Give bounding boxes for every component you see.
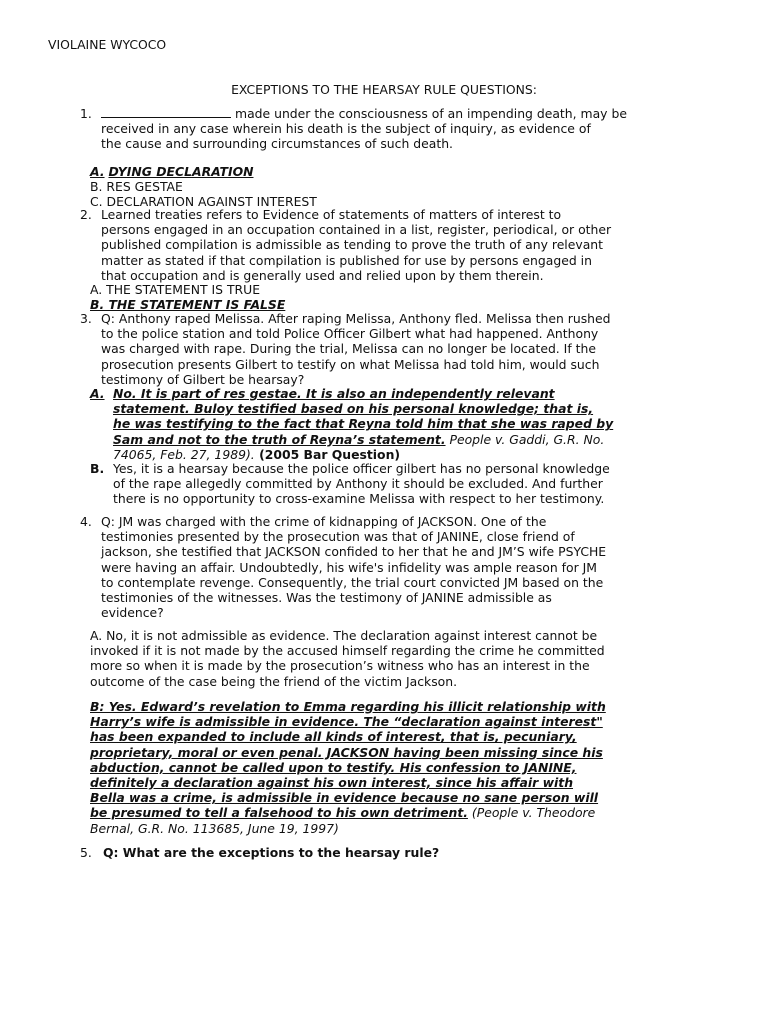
question-text: testimonies presented by the prosecution was that of JANINE, close friend of — [101, 529, 575, 545]
author-name: VIOLAINE WYCOCO — [48, 37, 167, 52]
question-text: was charged with rape. During the trial, Melissa can no longer be located. If the — [101, 341, 596, 357]
page-title: EXCEPTIONS TO THE HEARSAY RULE QUESTIONS: — [231, 82, 537, 97]
answer-text: Yes, it is a hearsay because the police officer gilbert has no personal knowledge — [113, 461, 610, 476]
answer-text: he was testifying to the fact that Reyna told him that she was raped by — [113, 416, 614, 432]
option-text: DECLARATION AGAINST INTEREST — [106, 194, 317, 210]
citation: People v. Gaddi, G.R. No. — [445, 431, 605, 447]
answer-text: invoked if it is not made by the accused himself regarding the crime he committed — [90, 643, 605, 659]
question-text: Q: What are the exceptions to the hearsay rule? — [103, 845, 440, 860]
answer-text: more so when it is made by the prosecution’s witness who has an interest in the — [90, 658, 590, 674]
question-text: Q: JM was charged with the crime of kidnapping of JACKSON. One of the — [101, 514, 547, 529]
question-text: published compilation is admissible as tending to prove the truth of any relevant — [101, 237, 604, 253]
answer-text: there is no opportunity to cross-examine Melissa with respect to her testimony. — [113, 491, 605, 507]
answer-text: Sam and not to the truth of Reyna’s statement. — [113, 431, 446, 447]
option-letter: A. — [90, 282, 103, 297]
option-text: THE STATEMENT IS TRUE — [106, 282, 261, 297]
answer-text: outcome of the case being the friend of the victim Jackson. — [90, 673, 458, 689]
answer-blank — [101, 106, 231, 118]
answer-text: Harry’s wife is admissible in evidence. The “declaration against interest" — [90, 714, 603, 730]
question-4-answer-b — [90, 699, 606, 836]
answer-text: proprietary, moral or even penal. JACKSON having been missing since his — [90, 744, 603, 760]
answer-letter: B. — [90, 461, 105, 476]
question-text: Learned treaties refers to Evidence of statements of matters of interest to — [101, 207, 562, 222]
citation: (People v. Theodore — [467, 805, 596, 821]
question-text: received in any case wherein his death is the subject of inquiry, as evidence of — [101, 121, 591, 137]
question-text: testimonies of the witnesses. Was the testimony of JANINE admissible as — [101, 590, 552, 606]
question-text: to the police station and told Police Officer Gilbert what had happened. Anthony — [101, 326, 599, 342]
question-text: made under the consciousness of an impending death, may be — [235, 106, 627, 121]
question-text: Q: Anthony raped Melissa. After raping Melissa, Anthony fled. Melissa then rushed — [101, 311, 611, 326]
option-text: RES GESTAE — [106, 179, 183, 195]
answer-text: No. It is part of res gestae. It is also an independently relevant — [113, 386, 555, 401]
question-2-options — [90, 282, 285, 312]
question-text: evidence? — [101, 605, 164, 621]
question-text: the cause and surrounding circumstances of such death. — [101, 136, 453, 152]
answer-text: of the rape allegedly committed by Anthony it should be excluded. And further — [113, 476, 603, 492]
option-correct: B. THE STATEMENT IS FALSE — [90, 297, 286, 313]
question-text: prosecution presents Gilbert to testify on what Melissa had told him, would such — [101, 356, 600, 372]
question-number: 3. — [80, 311, 92, 326]
question-text: matter as stated if that compilation is published for use by persons engaged in — [101, 252, 592, 268]
question-text: testimony of Gilbert be hearsay? — [101, 371, 305, 387]
answer-text: Bella was a crime, is admissible in evidence because no sane person will — [90, 790, 599, 806]
question-number: 2. — [80, 207, 92, 222]
question-1-options — [90, 164, 317, 210]
option-correct: DYING DECLARATION — [108, 164, 254, 179]
option-letter: A. — [90, 164, 105, 179]
question-number: 1. — [80, 106, 92, 121]
answer-text: B: Yes. Edward’s revelation to Emma regarding his illicit relationship with — [90, 699, 606, 714]
question-4-answer-a — [90, 628, 605, 689]
answer-text: A. No, it is not admissible as evidence. The declaration against interest cannot be — [90, 628, 598, 643]
question-text: persons engaged in an occupation contained in a list, register, periodical, or other — [101, 222, 612, 238]
question-number: 5. — [80, 845, 92, 860]
answer-text: statement. Buloy testified based on his personal knowledge; that is, — [113, 401, 594, 417]
answer-text: abduction, cannot be called upon to testify. His confession to JANINE, — [90, 759, 577, 775]
citation: Bernal, G.R. No. 113685, June 19, 1997) — [90, 820, 339, 836]
bar-question-note: (2005 Bar Question) — [254, 446, 401, 462]
answer-text: has been expanded to include all kinds of interest, that is, pecuniary, — [90, 729, 577, 745]
option-letter: B. — [90, 179, 103, 195]
question-text: jackson, she testified that JACKSON confided to her that he and JM’S wife PSYCHE — [101, 544, 607, 560]
question-text: were having an affair. Undoubtedly, his wife's infidelity was ample reason for JM — [101, 559, 597, 575]
option-letter: C. — [90, 194, 103, 210]
citation: 74065, Feb. 27, 1989). — [113, 446, 255, 462]
answer-text: definitely a declaration against his own interest, since his affair with — [90, 775, 574, 791]
answer-letter: A. — [90, 386, 105, 401]
answer-text: be presumed to tell a falsehood to his own detriment. — [90, 805, 468, 821]
question-number: 4. — [80, 514, 92, 529]
question-text: to contemplate revenge. Consequently, the trial court convicted JM based on the — [101, 574, 604, 590]
question-text: that occupation and is generally used and relied upon by them therein. — [101, 267, 544, 283]
